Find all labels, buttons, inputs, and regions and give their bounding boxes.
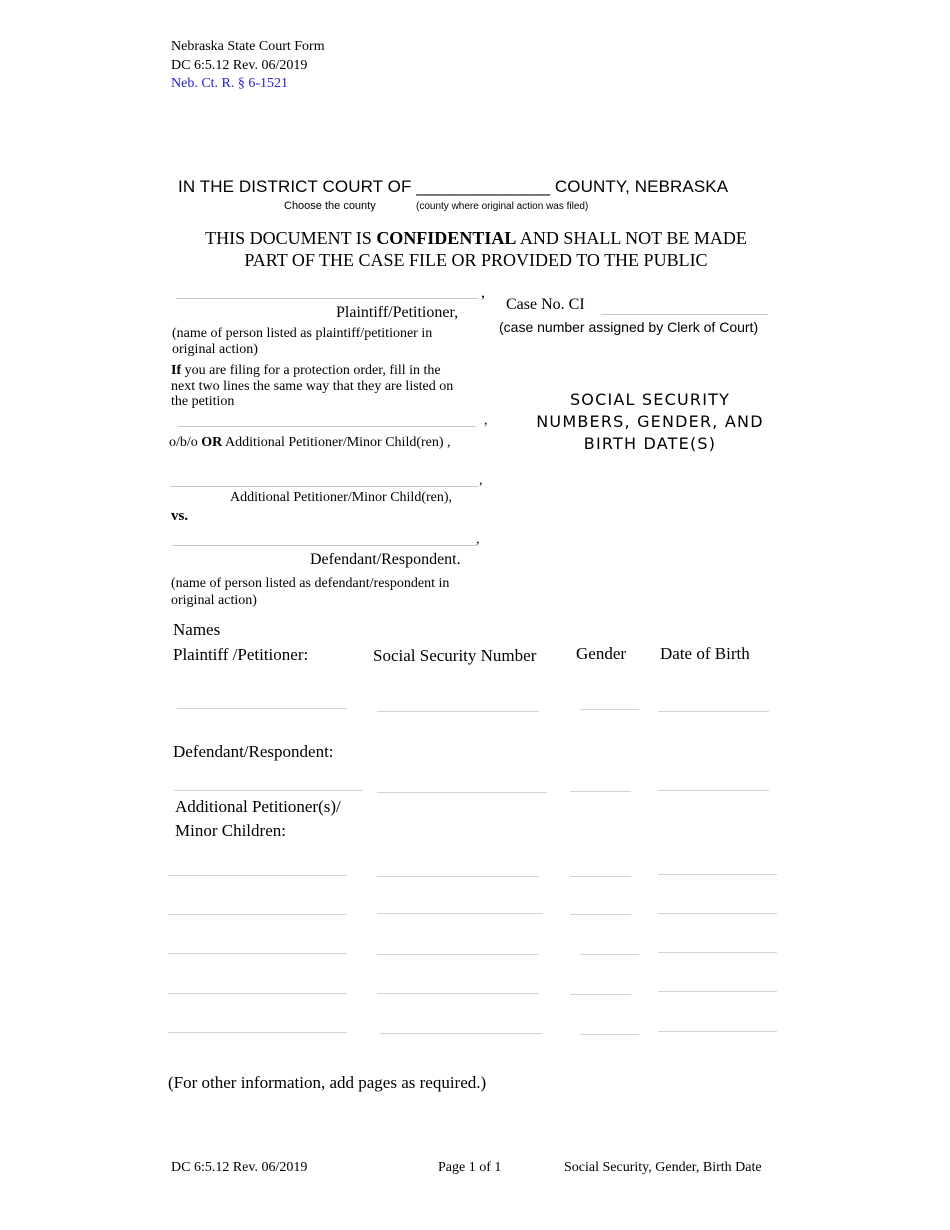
child-1-name-input[interactable]	[168, 875, 347, 876]
document-title	[520, 389, 780, 455]
footer-page: Page 1 of 1	[438, 1160, 502, 1175]
form-number: DC 6:5.12 Rev. 06/2019	[171, 58, 308, 73]
plaintiff-comma: ,	[481, 284, 485, 301]
title-line-3: BIRTH DATE(S)	[583, 434, 717, 453]
additional-comma: ,	[479, 473, 483, 488]
defendant-comma: ,	[476, 532, 480, 547]
footer-title: Social Security, Gender, Birth Date	[564, 1160, 762, 1175]
plaintiff-dob-input[interactable]	[658, 711, 769, 712]
protection-note-2: next two lines the same way that they are listed on	[171, 379, 454, 394]
protection-note-3: the petition	[171, 394, 235, 409]
court-prefix: IN THE DISTRICT COURT OF	[178, 177, 412, 196]
plaintiff-gender-input[interactable]	[580, 709, 639, 710]
court-suffix: COUNTY, NEBRASKA	[554, 177, 729, 196]
child-5-ssn-input[interactable]	[380, 1033, 542, 1034]
defendant-ssn-input[interactable]	[377, 792, 547, 793]
defendant-note-2: original action)	[171, 593, 257, 608]
child-2-gender-input[interactable]	[570, 914, 631, 915]
defendant-name-input[interactable]	[174, 790, 363, 791]
child-4-name-input[interactable]	[168, 993, 347, 994]
case-number-label: Case No. CI	[506, 296, 585, 313]
footer-form-number: DC 6:5.12 Rev. 06/2019	[171, 1160, 308, 1175]
defendant-row-label: Defendant/Respondent:	[173, 742, 334, 761]
versus-label: vs.	[171, 508, 189, 524]
child-3-name-input[interactable]	[168, 953, 347, 954]
child-2-dob-input[interactable]	[658, 913, 777, 914]
dob-header: Date of Birth	[660, 644, 750, 663]
additional-label: Additional Petitioner/Minor Child(ren),	[230, 490, 453, 505]
child-5-gender-input[interactable]	[580, 1034, 639, 1035]
defendant-note-1: (name of person listed as defendant/respondent in	[171, 576, 450, 591]
obo-label: o/b/o OR Additional Petitioner/Minor Child(ren) ,	[169, 435, 451, 450]
additional-row-label-2: Minor Children:	[175, 821, 286, 840]
child-2-name-input[interactable]	[168, 914, 347, 915]
other-info-note: (For other information, add pages as required.)	[168, 1073, 487, 1092]
plaintiff-note-2: original action)	[172, 342, 258, 357]
protection-note-1: If you are filing for a protection order, fill in the	[171, 363, 441, 378]
child-3-gender-input[interactable]	[580, 954, 639, 955]
child-3-ssn-input[interactable]	[377, 954, 539, 955]
defendant-name-field[interactable]	[172, 545, 477, 546]
court-heading	[178, 177, 728, 197]
plaintiff-label: Plaintiff/Petitioner,	[336, 304, 459, 321]
defendant-dob-input[interactable]	[658, 790, 769, 791]
child-4-dob-input[interactable]	[658, 991, 777, 992]
child-1-gender-input[interactable]	[570, 876, 631, 877]
obo-comma: ,	[484, 413, 488, 428]
additional-row-label-1: Additional Petitioner(s)/	[175, 797, 341, 816]
confidential-line-2: PART OF THE CASE FILE OR PROVIDED TO THE PUBLIC	[244, 250, 708, 270]
county-dropdown[interactable]: Choose the county	[284, 200, 376, 212]
plaintiff-name-input[interactable]	[177, 708, 347, 709]
child-3-dob-input[interactable]	[658, 952, 777, 953]
obo-name-field[interactable]	[178, 426, 476, 427]
gender-header: Gender	[576, 644, 627, 663]
case-number-field[interactable]	[601, 314, 768, 315]
child-1-ssn-input[interactable]	[377, 876, 539, 877]
title-line-2: NUMBERS, GENDER, AND	[536, 412, 764, 431]
defendant-label: Defendant/Respondent.	[310, 551, 461, 568]
child-5-name-input[interactable]	[168, 1032, 347, 1033]
form-name: Nebraska State Court Form	[171, 39, 325, 54]
title-line-1: SOCIAL SECURITY	[569, 390, 731, 409]
plaintiff-ssn-input[interactable]	[377, 711, 539, 712]
names-header: Names	[173, 620, 221, 639]
county-note: (county where original action was filed)	[416, 201, 589, 212]
plaintiff-note-1: (name of person listed as plaintiff/petitioner in	[172, 326, 433, 341]
rule-link[interactable]: Neb. Ct. R. § 6-1521	[171, 76, 289, 91]
additional-name-field[interactable]	[170, 486, 478, 487]
child-5-dob-input[interactable]	[658, 1031, 777, 1032]
child-2-ssn-input[interactable]	[377, 913, 543, 914]
confidential-notice	[126, 227, 826, 271]
plaintiff-row-label: Plaintiff /Petitioner:	[173, 645, 309, 664]
plaintiff-name-field[interactable]	[176, 298, 478, 299]
confidential-line-1: THIS DOCUMENT IS CONFIDENTIAL AND SHALL NOT BE MADE	[205, 228, 747, 248]
ssn-header: Social Security Number	[373, 646, 537, 665]
child-1-dob-input[interactable]	[658, 874, 777, 875]
child-4-gender-input[interactable]	[570, 994, 631, 995]
defendant-gender-input[interactable]	[570, 791, 631, 792]
case-number-note: (case number assigned by Clerk of Court)	[499, 319, 759, 335]
county-blank[interactable]: ______________	[416, 177, 551, 196]
child-4-ssn-input[interactable]	[377, 993, 539, 994]
